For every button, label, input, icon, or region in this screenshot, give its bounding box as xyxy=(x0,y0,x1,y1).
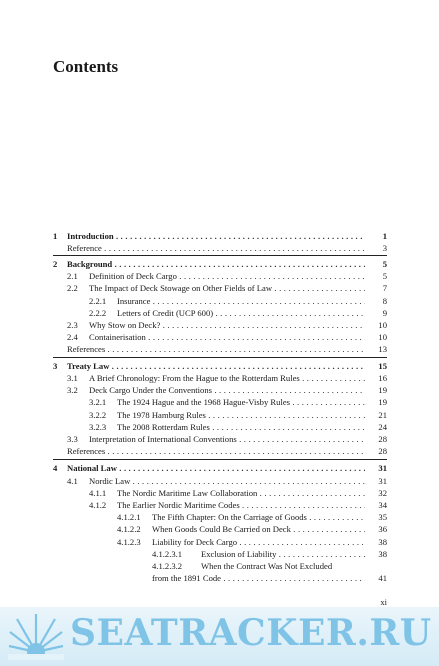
toc-entry-title: Definition of Deck Cargo . . . xyxy=(89,271,365,282)
toc-page-number: 36 xyxy=(378,524,387,534)
toc-entry-title: The Impact of Deck Stowage on Other Fields of Law . . . xyxy=(89,283,365,294)
toc-page-number: 19 xyxy=(378,397,387,407)
toc-page-number: 32 xyxy=(378,488,387,498)
toc-entry-title: Letters of Credit (UCP 600) . . . xyxy=(117,308,365,319)
toc-page-number: 34 xyxy=(378,500,387,510)
toc-page-number: 3 xyxy=(382,243,387,253)
toc-entry-title: The Fifth Chapter: On the Carriage of Goods . . . xyxy=(152,512,365,523)
toc-page-number: 9 xyxy=(382,308,387,318)
toc-page-number: 8 xyxy=(382,296,387,306)
toc-entry-title: Liability for Deck Cargo . . . xyxy=(152,537,365,548)
toc-entry-title: Interpretation of International Conventions . . . xyxy=(89,434,365,445)
toc-entry-number: 2.4 xyxy=(67,332,78,342)
toc-page-number: 24 xyxy=(378,422,387,432)
toc-entry-number: 3.2.2 xyxy=(89,410,107,420)
toc-page-number: 31 xyxy=(378,463,387,473)
toc-entry-title: When the Contract Was Not Excluded xyxy=(201,561,333,571)
toc-entry-number: 4.1 xyxy=(67,476,78,486)
toc-entry-title: Why Stow on Deck? . . . xyxy=(89,320,365,331)
toc-page-number: 31 xyxy=(378,476,387,486)
toc-page-number: 21 xyxy=(378,410,387,420)
toc-entry-number: 4.1.2 xyxy=(89,500,107,510)
toc-entry-number: 1 xyxy=(53,231,58,241)
toc-page-number: 10 xyxy=(378,320,387,330)
chapter-divider xyxy=(53,255,387,256)
toc-entry-number: 4.1.2.2 xyxy=(117,524,141,534)
toc-entry-number: 2.2.1 xyxy=(89,296,107,306)
toc-page-number: 19 xyxy=(378,385,387,395)
toc-page-number: 5 xyxy=(382,259,387,269)
toc-page-number: 15 xyxy=(378,361,387,371)
toc-entry-title: National Law . . . xyxy=(67,463,365,474)
toc-entry-number: 4.1.2.3.2 xyxy=(152,561,183,571)
toc-entry-number: 2.2 xyxy=(67,283,78,293)
toc-entry-title: from the 1891 Code . . . xyxy=(152,573,365,584)
toc-page-number: 7 xyxy=(382,283,387,293)
toc-entry-number: 4.1.2.3 xyxy=(117,537,141,547)
toc-entry-title: The 1924 Hague and the 1968 Hague-Visby Rules . . . xyxy=(117,397,365,408)
toc-page-number: 13 xyxy=(378,344,387,354)
toc-entry-title: References . . . xyxy=(67,446,365,457)
toc-entry-title: Deck Cargo Under the Conventions . . . xyxy=(89,385,365,396)
toc-page-number: 38 xyxy=(378,549,387,559)
toc-page-number: 35 xyxy=(378,512,387,522)
toc-entry-title: References . . . xyxy=(67,344,365,355)
toc-page-number: 5 xyxy=(382,271,387,281)
toc-entry-title: Introduction . . . xyxy=(67,231,365,242)
toc-page-number: 41 xyxy=(378,573,387,583)
toc-entry-number: 2 xyxy=(53,259,58,269)
toc-page-number: 28 xyxy=(378,446,387,456)
watermark-text: SEATRACKER.RU xyxy=(70,612,432,654)
toc-entry-title: The Nordic Maritime Law Collaboration . . . xyxy=(117,488,365,499)
toc-entry-title: Reference . . . xyxy=(67,243,365,254)
toc-entry-number: 3.2.3 xyxy=(89,422,107,432)
toc-entry-number: 4 xyxy=(53,463,58,473)
toc-page-number: 38 xyxy=(378,537,387,547)
toc-entry-number: 3.2.1 xyxy=(89,397,107,407)
toc-entry-number: 3.2 xyxy=(67,385,78,395)
toc-entry-number: 4.1.1 xyxy=(89,488,107,498)
toc-entry-title: Exclusion of Liability . . . xyxy=(201,549,365,560)
toc-entry-title: When Goods Could Be Carried on Deck . . . xyxy=(152,524,365,535)
toc-entry-number: 2.3 xyxy=(67,320,78,330)
toc-entry-title: The Earlier Nordic Maritime Codes . . . xyxy=(117,500,365,511)
toc-entry-number: 4.1.2.3.1 xyxy=(152,549,183,559)
toc-entry-title: A Brief Chronology: From the Hague to the Rotterdam Rules . . . xyxy=(89,373,365,384)
toc-entry-title: Nordic Law . . . xyxy=(89,476,365,487)
toc-page-number: 1 xyxy=(382,231,387,241)
toc-entry-number: 3.1 xyxy=(67,373,78,383)
toc-entry-title: Containerisation . . . xyxy=(89,332,365,343)
toc-entry-title: Background . . . xyxy=(67,259,365,270)
sunburst-logo-icon xyxy=(8,608,64,660)
toc-entry-number: 2.1 xyxy=(67,271,78,281)
toc-page-number: 16 xyxy=(378,373,387,383)
toc-entry-number: 4.1.2.1 xyxy=(117,512,141,522)
toc-entry-number: 2.2.2 xyxy=(89,308,107,318)
toc-entry-title: Treaty Law . . . xyxy=(67,361,365,372)
toc-entry-title: The 1978 Hamburg Rules . . . xyxy=(117,410,365,421)
toc-entry-title: Insurance . . . xyxy=(117,296,365,307)
toc-entry-title: The 2008 Rotterdam Rules . . . xyxy=(117,422,365,433)
toc-page-number: 10 xyxy=(378,332,387,342)
page-title: Contents xyxy=(53,57,119,76)
chapter-divider xyxy=(53,459,387,460)
chapter-divider xyxy=(53,357,387,358)
page-number: xi xyxy=(380,597,387,607)
toc-entry-number: 3.3 xyxy=(67,434,78,444)
toc-page-number: 28 xyxy=(378,434,387,444)
toc-entry-number: 3 xyxy=(53,361,58,371)
